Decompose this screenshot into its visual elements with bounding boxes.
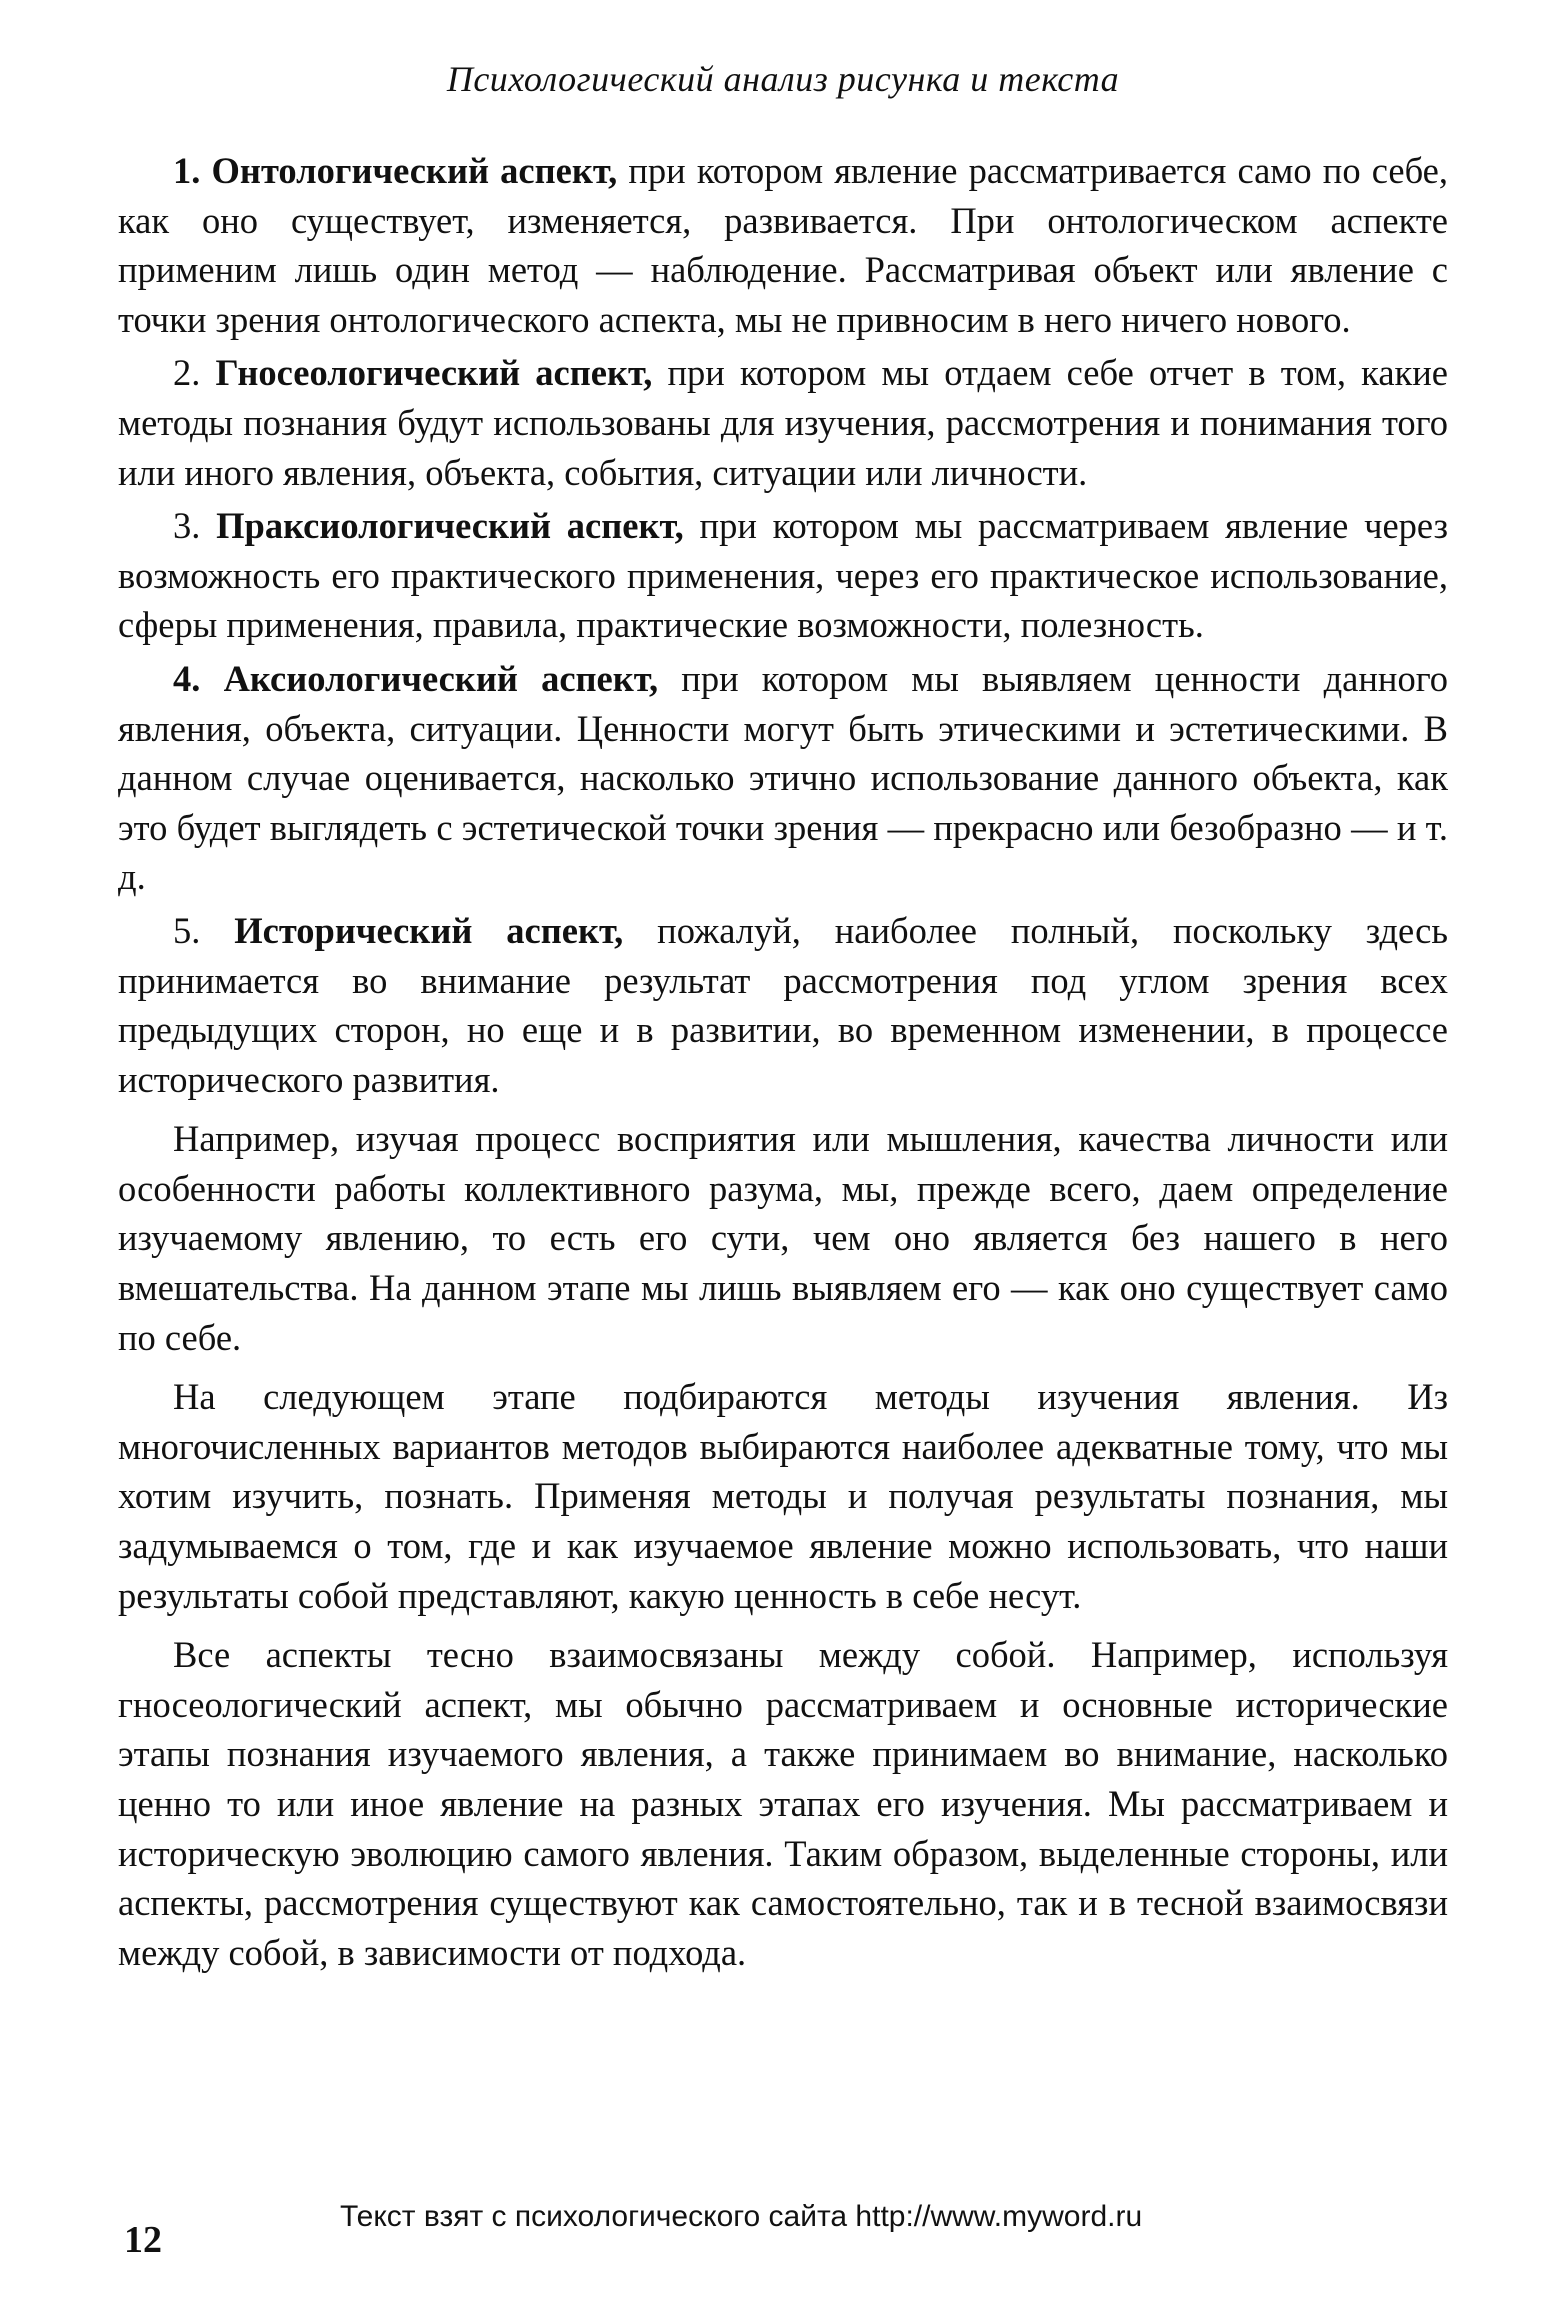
paragraph-aspect-2	[118, 348, 1448, 497]
paragraph-number: 3.	[173, 505, 217, 547]
paragraph-text: пожалуй, наиболее полный, поскольку здесь принимается во внимание результат рассмотрения под углом зрения всех предыдущих сторон, но еще и в развитии, во временном изменении, в процессе исторического развития.	[118, 909, 1449, 1100]
paragraph-aspect-1	[118, 146, 1448, 344]
paragraph-text: при котором мы отдаем себе отчет в том, какие методы познания будут использованы для изучения, рассмотрения и понимания того или иного явления, объекта, события, ситуации или личности.	[118, 352, 1449, 493]
paragraph-example	[118, 1114, 1448, 1362]
paragraph-conclusion	[118, 1630, 1448, 1977]
paragraph-number: 5.	[173, 909, 235, 951]
page-number: 12	[124, 2219, 162, 2261]
source-note: Текст взят с психологического сайта http://www.myword.ru	[340, 2200, 1143, 2233]
paragraph-text: при котором мы выявляем ценности данного явления, объекта, ситуации. Ценности могут быть этическими и эстетическими. В данном случае оценивается, насколько этично использование данного объекта, как это будет выглядеть с эстетической точки зрения — прекрасно или безобразно — и т. д.	[118, 657, 1449, 898]
paragraph-aspect-4	[118, 654, 1448, 902]
paragraph-number: 1.	[173, 150, 212, 191]
term-axiological: Аксиологический аспект,	[223, 657, 659, 699]
paragraph-aspect-5	[118, 906, 1448, 1104]
paragraph-text: при котором мы рассматриваем явление через возможность его практического применения, через его практическое использование, сферы применения, правила, практические возможности, полезность.	[118, 505, 1448, 646]
term-gnoseological: Гносеологический аспект,	[215, 352, 653, 394]
term-praxiological: Праксиологический аспект,	[216, 505, 684, 547]
page-body	[118, 146, 1448, 1981]
paragraph-text: Например, изучая процесс восприятия или мышления, качества личности или особенности работы коллективного разума, мы, прежде всего, даем определение изучаемому явлению, то есть его сути, чем оно является без нашего в него вмешательства. На данном этапе мы лишь выявляем его — как оно существует само по себе.	[118, 1118, 1448, 1358]
paragraph-text: при котором явление рассматривается само по себе, как оно существует, изменяется, развивается. При онтологическом аспекте применим лишь один метод — наблюдение. Рассматривая объект или явление с точки зрения онтологического аспекта, мы не привносим в него ничего нового.	[118, 150, 1448, 340]
paragraph-text: Все аспекты тесно взаимосвязаны между собой. Например, используя гносеологический аспект, мы обычно рассматриваем и основные исторические этапы познания изучаемого явления, а также принимаем во внимание, насколько ценно то или иное явление на разных этапах его изучения. Мы рассматриваем и историческую эволюцию самого явления. Таким образом, выделенные стороны, или аспекты, рассмотрения существуют как самостоятельно, так и в тесной взаимосвязи между собой, в зависимости от подхода.	[118, 1634, 1448, 1973]
term-ontological: Онтологический аспект,	[211, 150, 618, 191]
paragraph-number: 2.	[173, 352, 216, 394]
paragraph-text: На следующем этапе подбираются методы изучения явления. Из многочисленных вариантов методов выбираются наиболее адекватные тому, что мы хотим изучить, познать. Применяя методы и получая результаты познания, мы задумываемся о том, где и как изучаемое явление можно использовать, что наши результаты собой представляют, какую ценность в себе несут.	[118, 1376, 1448, 1616]
paragraph-next-stage	[118, 1372, 1448, 1620]
running-title: Психологический анализ рисунка и текста	[446, 59, 1120, 99]
paragraph-number: 4.	[173, 657, 224, 699]
term-historical: Исторический аспект,	[234, 909, 624, 951]
paragraph-aspect-3	[118, 501, 1448, 650]
